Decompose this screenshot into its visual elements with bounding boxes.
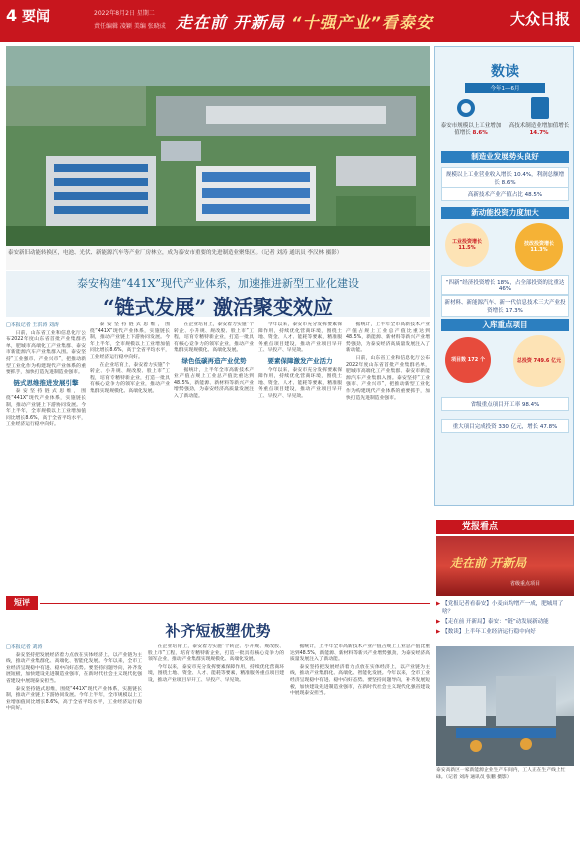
headline-block: [6, 271, 430, 317]
stat-label: 泰安市规模以上工业增加值增长: [440, 123, 502, 136]
stat-value: 8.6%: [472, 130, 488, 136]
article-headline: “链式发展” 激活聚变效应: [103, 295, 333, 319]
article-paragraph: 在企业培育上，泰安着力实施“个转企、小升规、规改股、股上市”工程，培育专精特新企业，打造一批具有核心竞争力的领军企业，推动产业集群实现规模化、高端化发展。: [90, 362, 170, 394]
bubble-industrial-investment: 工业投资增长 11.5%: [445, 223, 489, 267]
sidebar-band-3: 入库重点项目: [441, 319, 569, 331]
sidebar-period: 今年1—6月: [465, 83, 545, 93]
highlights-photo-title: 走在前 开新局: [450, 556, 527, 570]
newspaper-logo: 大众日报: [509, 10, 570, 28]
bubble-tech-investment: 技改投资增长 11.3%: [515, 223, 563, 271]
sidebar-row-1: 规模以上工业营业收入增长 10.4%，利润总额增长 8.6%: [441, 167, 569, 189]
list-item-text: 【走在前 开新局】泰安：“链”动发展新动能: [442, 619, 549, 625]
factory-floor-illustration: [436, 646, 574, 766]
duanping-paragraph: 泰安坚持把发展经济着力点放在实体经济上，以产业链为主线，推动产业集群化、高端化、智能化发展。今年以来，全市工业经济呈现稳中有进、稳中向好态势。要坚持问题导向，补齐发展短板，加快建设先进制造业强市，在新时代社会主义现代化强省建设中展现泰安担当。: [6, 652, 142, 684]
article-column-5: [346, 322, 430, 592]
factory-floor-photo: [436, 646, 574, 766]
duanping-column-3: [290, 644, 430, 839]
article-column-2: [90, 322, 170, 592]
duanping-column-2: [148, 644, 284, 839]
list-item-text: 【党报记者看泰安】小麦亩均增产一成，肥城用了啥？: [442, 601, 564, 615]
article-paragraph: 今年以来，泰安市充分发挥要素保障作用，持续优化营商环境，围绕土地、资金、人才、能耗等要素，精准服务重点项目建设，推动产业项目早开工、早投产、早见效。: [258, 367, 342, 399]
page-header: [0, 0, 580, 42]
list-item[interactable]: [436, 628, 574, 636]
duanping-paragraph: 在企业培育上，泰安着力实施“个转企、小升规、规改股、股上市”工程，培育专精特新企业，打造一批具有核心竞争力的领军企业，推动产业集群实现规模化、高端化发展。: [148, 644, 284, 663]
list-item[interactable]: [436, 618, 574, 626]
article-column-3: [174, 322, 254, 592]
date-line: 2022年8月2日 星期二: [94, 10, 155, 17]
sidebar-title: 数读: [491, 64, 519, 80]
banner-title-b: “十强产业”看泰安: [291, 13, 433, 32]
bubble-project-count: 项目数 172 个: [445, 337, 491, 383]
bullet-icon: ▶: [436, 619, 441, 625]
section-name: 要闻: [22, 9, 50, 25]
sidebar-row-2: 高新技术产业产值占比 48.5%: [441, 187, 569, 201]
article-paragraph: 据统计，上半年全市高新技术产业产值占规上工业总产值比重达到48.5%，新能源、新材料等新兴产业增势强劲，为泰安经济高质量发展注入了新动能。: [174, 367, 254, 399]
photo-caption: 泰安新旧动能转换区，电池、光伏、新能源汽车等产业厂房林立，成为泰安市重要的先进制造业聚集区。（记者 刘涛 通讯员 李汉林 摄影）: [6, 246, 430, 270]
factory-aerial-illustration: [6, 46, 430, 246]
article-subtitle-3: 要素保障激发产业活力: [267, 356, 333, 365]
article-paragraph: 泰安坚持链式思维，围绕“441X”现代产业体系，实施链长制，推动产业链上下游协同发展。今年上半年，全市规模以上工业增加值同比增长8.6%，高于全省平均水平，工业经济运行稳中向好。: [90, 322, 170, 360]
article-paragraph: 据统计，上半年全市高新技术产业产值占规上工业总产值比重达到48.5%，新能源、新材料等新兴产业增势强劲，为泰安经济高质量发展注入了新动能。: [346, 322, 430, 354]
sidebar-band-1: 制造业发展势头良好: [441, 151, 569, 163]
sidebar-row-6: 重大项目完成投资 330 亿元，增长 47.8%: [441, 419, 569, 433]
highlights-photo: [436, 536, 574, 596]
stat-value: 14.7%: [529, 130, 549, 136]
sidebar-row-3: “四新”经济投资增长 18%，占全部投资的比重达 46%: [441, 275, 569, 295]
article-column-1: [6, 322, 86, 592]
bullet-icon: ▶: [436, 601, 441, 607]
stat-label: 高技术制造业增加值增长: [508, 123, 570, 129]
list-item[interactable]: [436, 600, 574, 616]
highlights-list: [436, 600, 574, 638]
sidebar-row-4: 新材料、新能源汽车、新一代信息技术三大产业投资增长 17.3%: [441, 295, 569, 317]
article-subtitle-1: 链式思维推进发展引擎: [13, 378, 79, 387]
duanping-paragraph: 泰安坚持链式思维，围绕“441X”现代产业体系，实施链长制，推动产业链上下游协同发展。今年上半年，全市规模以上工业增加值同比增长8.6%，高于全省平均水平，工业经济运行稳中向好。: [6, 686, 142, 712]
gear-icon: [457, 99, 475, 117]
page-number: 4: [6, 6, 18, 25]
main-photo: [6, 46, 430, 246]
banner-title-a: 走在前 开新局: [176, 13, 285, 32]
article-byline: □本报记者 王洪涛 刘涛: [6, 322, 59, 328]
sidebar-band-2: 新动能投资力度加大: [441, 207, 569, 219]
duanping-paragraph: 据统计，上半年全市高新技术产业产值占规上工业总产值比重达到48.5%，新能源、新材料等新兴产业增势强劲，为泰安经济高质量发展注入了新动能。: [290, 644, 430, 663]
bottom-photo-caption: 泰安高新区一家新能源企业生产车间内，工人正在生产线上忙碌。（记者 刘涛 通讯员 张鹏 摄影）: [436, 768, 566, 780]
stat-industry-growth: [439, 123, 503, 137]
bullet-icon: ▶: [436, 629, 441, 635]
duanping-byline: □本报记者 刘涛: [6, 644, 43, 650]
sidebar-row-5: 省级重点项目开工率 98.4%: [441, 397, 569, 411]
highlights-bar: 党报看点: [436, 520, 574, 534]
article-paragraph: 日前，山东省工业和信息化厅公布2022年度山东省首批产业集群名单，肥城市高端化工产业集群、泰安市新能源汽车产业集群入围。泰安坚持“工业强市、产业兴市”，把推动新型工业化作为构建现代产业体系的重要抓手，加快打造先进制造业强市。: [346, 355, 430, 401]
chip-icon: [531, 97, 549, 119]
highlights-photo-sub: 省级重点项目: [510, 581, 541, 587]
duanping-paragraph: 今年以来，泰安市充分发挥要素保障作用，持续优化营商环境，围绕土地、资金、人才、能耗等要素，精准服务重点项目建设，推动产业项目早开工、早投产、早见效。: [148, 664, 284, 683]
stat-hightech-growth: [507, 123, 571, 137]
data-sidebar: [434, 46, 574, 506]
article-subtitle-2: 绿色低碳再造产业优势: [181, 356, 247, 365]
party-paper-highlights: [436, 520, 574, 642]
article-subhead: 泰安构建“441X”现代产业体系，加速推进新型工业化建设: [76, 277, 360, 290]
banner-title: [176, 10, 433, 33]
duanping-title: 补齐短板塑优势: [165, 622, 271, 640]
duanping-column-1: [6, 644, 142, 839]
duanping-paragraph: 泰安坚持把发展经济着力点放在实体经济上，以产业链为主线，推动产业集群化、高端化、智能化发展。今年以来，全市工业经济呈现稳中有进、稳中向好态势。要坚持问题导向，补齐发展短板，加快建设先进制造业强市，在新时代社会主义现代化强省建设中展现泰安担当。: [290, 664, 430, 697]
article-paragraph: 在企业培育上，泰安着力实施“个转企、小升规、规改股、股上市”工程，培育专精特新企业，打造一批具有核心竞争力的领军企业，推动产业集群实现规模化、高端化发展。: [174, 322, 254, 354]
article-paragraph: 泰安坚持链式思维，围绕“441X”现代产业体系，实施链长制，推动产业链上下游协同发展。今年上半年，全市规模以上工业增加值同比增长8.6%，高于全省平均水平，工业经济运行稳中向好。: [6, 389, 86, 428]
duanping-tag: 短评: [6, 596, 38, 610]
article-column-4: [258, 322, 342, 592]
bubble-total-investment: 总投资 749.6 亿元: [513, 335, 565, 387]
article-paragraph: 今年以来，泰安市充分发挥要素保障作用，持续优化营商环境，围绕土地、资金、人才、能耗等要素，精准服务重点项目建设，推动产业项目早开工、早投产、早见效。: [258, 322, 342, 354]
editors-line: 责任编辑 凌颖 美编 张晓成: [94, 23, 166, 30]
list-item-text: 【数读】上半年工业经济运行稳中向好: [442, 629, 536, 635]
article-paragraph: 日前，山东省工业和信息化厅公布2022年度山东省首批产业集群名单，肥城市高端化工产业集群、泰安市新能源汽车产业集群入围。泰安坚持“工业强市、产业兴市”，把推动新型工业化作为构建现代产业体系的重要抓手，加快打造先进制造业强市。: [6, 330, 86, 376]
divider: [40, 603, 430, 604]
